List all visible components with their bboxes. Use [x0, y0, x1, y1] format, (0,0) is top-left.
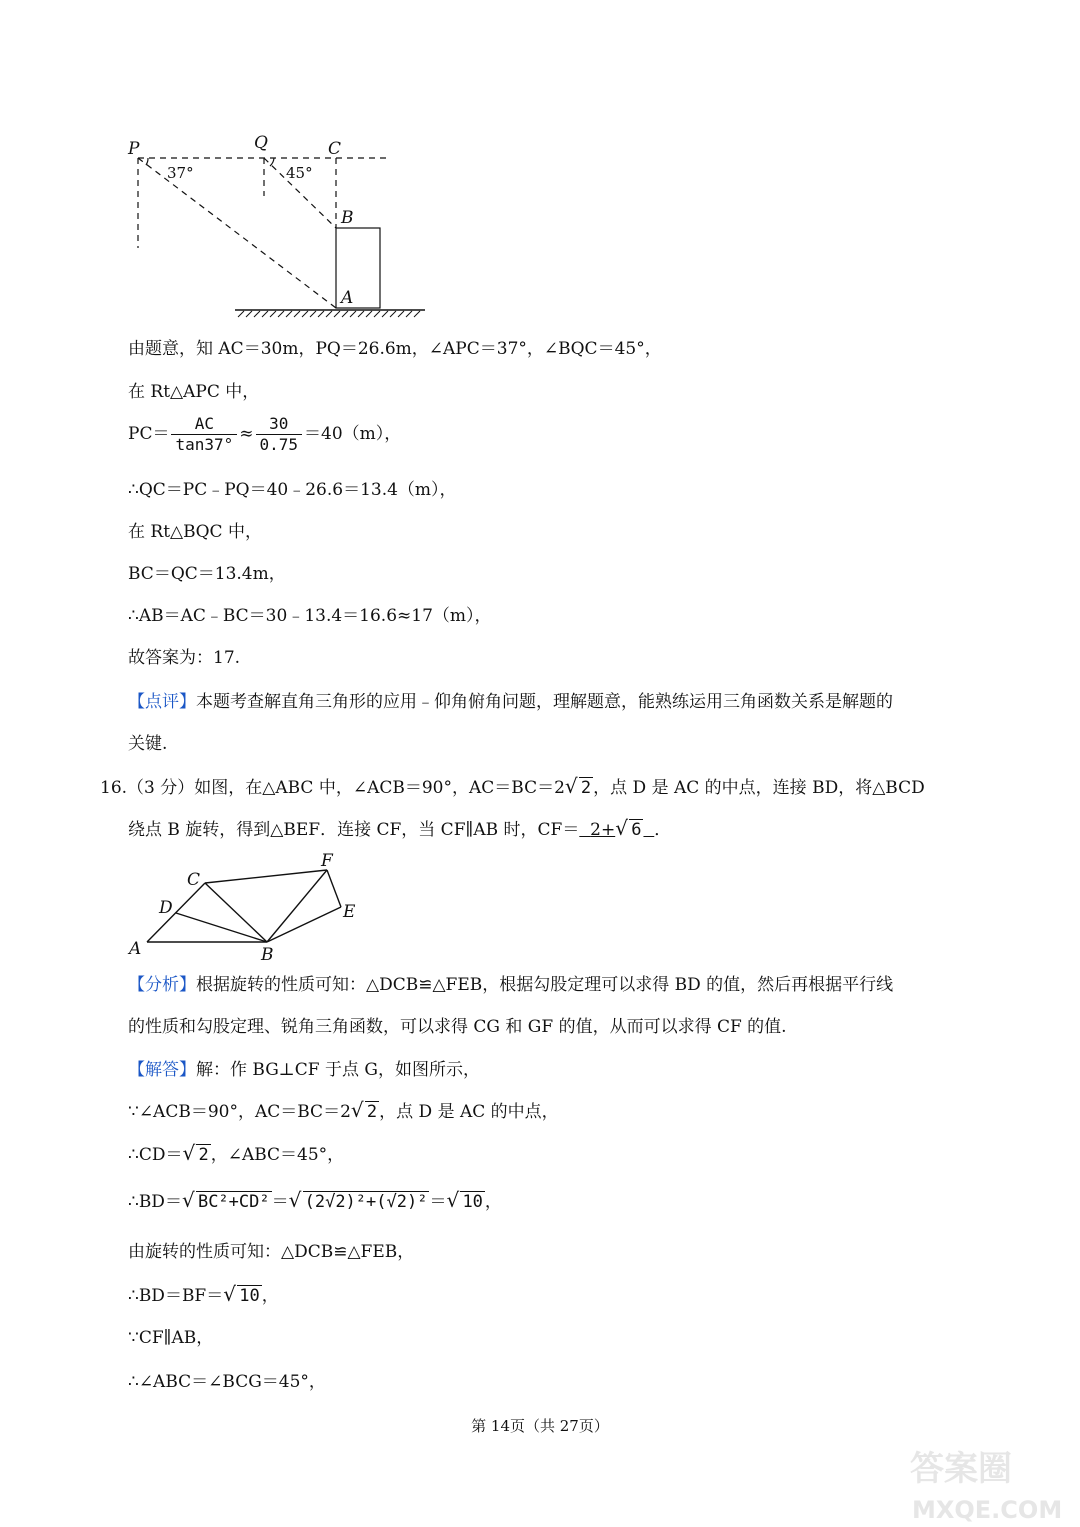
angle-37-label: 37° — [167, 164, 194, 182]
comment-text: 本题考查解直角三角形的应用﹣仰角俯角问题，理解题意，能熟练运用三角函数关系是解题的 — [196, 692, 893, 712]
page-footer: 第 14页（共 27页） — [471, 1417, 609, 1435]
text: ，点 D 是 AC 的中点， — [379, 1102, 559, 1122]
solution16-line5: 由旋转的性质可知：△DCB≌△FEB， — [128, 1242, 415, 1262]
figure-angle-of-depression — [120, 130, 430, 325]
label-d: D — [159, 898, 173, 918]
text: ，∠ABC＝45°， — [210, 1145, 345, 1165]
label-a: A — [341, 288, 354, 308]
text: ∵∠ACB＝90°，AC＝BC＝2 — [128, 1102, 351, 1122]
label-e: E — [343, 902, 356, 922]
label-a: A — [129, 939, 142, 959]
problem16-head: 16.（3 分）如图，在△ABC 中，∠ACB＝90°，AC＝BC＝2 — [100, 778, 565, 798]
sqrt-2 — [565, 776, 593, 800]
problem16-line2 — [128, 818, 671, 842]
pc-rhs: ＝40（m）， — [304, 424, 402, 444]
analysis-tag: 【分析】 — [128, 975, 196, 995]
sqrt-expanded — [289, 1190, 430, 1214]
problem16-line2-end: ． — [654, 820, 672, 840]
fraction-30-075 — [256, 414, 303, 455]
answer-blank — [579, 820, 654, 840]
label-b: B — [341, 208, 354, 228]
problem16-line1 — [100, 776, 925, 800]
fraction-num: AC — [171, 414, 237, 435]
analysis16-line2: 的性质和勾股定理、锐角三角函数，可以求得 CG 和 GF 的值，从而可以求得 CF 的值. — [128, 1017, 787, 1037]
solution15-line3 — [128, 414, 401, 455]
label-c: C — [187, 870, 201, 890]
label-f: F — [321, 851, 333, 871]
fraction-num: 30 — [256, 414, 303, 435]
solution16-line7: ∵CF∥AB， — [128, 1328, 214, 1348]
comment-line2: 关键. — [128, 734, 168, 754]
fraction-den: tan37° — [175, 435, 234, 454]
solution15-line6: BC＝QC＝13.4m， — [128, 564, 286, 584]
radicand: (2√2)²+(√2)² — [304, 1192, 428, 1212]
radicand: 2 — [366, 1102, 378, 1122]
figure-triangle-rotation — [125, 850, 365, 962]
fraction-den: 0.75 — [259, 435, 299, 454]
approx-sign: ≈ — [239, 424, 254, 444]
problem16-line2-text: 绕点 B 旋转，得到△BEF．连接 CF，当 CF∥AB 时，CF＝ — [128, 820, 580, 840]
solution-tag: 【解答】 — [128, 1060, 196, 1080]
angle-45-label: 45° — [286, 164, 313, 182]
label-c: C — [328, 139, 342, 159]
sqrt-2 — [351, 1100, 379, 1124]
text: ＝ — [271, 1192, 289, 1212]
watermark-url: MXQE.COM — [912, 1496, 1063, 1524]
radicand: 10 — [239, 1286, 260, 1306]
solution16-line2 — [128, 1100, 559, 1124]
fraction-ac-tan37 — [171, 414, 237, 455]
radicand: 2 — [580, 778, 592, 798]
text: ＝ — [429, 1192, 447, 1212]
text: ∴BD＝ — [128, 1192, 182, 1212]
radicand: 10 — [462, 1192, 483, 1212]
problem16-tail: ，点 D 是 AC 的中点，连接 BD，将△BCD — [593, 778, 925, 798]
text: ∴CD＝ — [128, 1145, 183, 1165]
solution15-line5: 在 Rt△BQC 中， — [128, 522, 262, 542]
label-q: Q — [254, 133, 268, 153]
solution15-line7: ∴AB＝AC﹣BC＝30﹣13.4＝16.6≈17（m）， — [128, 606, 492, 626]
radicand: 2 — [198, 1145, 209, 1165]
label-b: B — [261, 945, 274, 962]
analysis16-line1 — [128, 973, 893, 997]
solution-text: 解：作 BG⊥CF 于点 G，如图所示， — [196, 1060, 480, 1080]
solution15-line4: ∴QC＝PC﹣PQ＝40﹣26.6＝13.4（m）， — [128, 480, 457, 500]
comment-tag: 【点评】 — [128, 692, 196, 712]
pc-lhs: PC＝ — [128, 424, 170, 444]
answer-pre: 2+ — [590, 820, 616, 840]
radicand: BC²+CD² — [197, 1192, 270, 1212]
sqrt-10 — [446, 1190, 484, 1214]
solution16-line4 — [128, 1190, 502, 1214]
watermark-cn: 答案圈 — [910, 1449, 1012, 1489]
text: ∴BD＝BF＝ — [128, 1286, 224, 1306]
watermark-logo — [900, 1440, 1080, 1527]
solution15-line8: 故答案为：17. — [128, 648, 241, 668]
solution16-line6 — [128, 1284, 279, 1308]
label-p: P — [128, 139, 140, 159]
comment-line1 — [128, 690, 893, 714]
solution15-line2: 在 Rt△APC 中， — [128, 382, 260, 402]
solution16-line1 — [128, 1058, 480, 1082]
solution16-line8: ∴∠ABC＝∠BCG＝45°， — [128, 1372, 326, 1392]
radicand: 6 — [631, 820, 642, 840]
sqrt-bd — [182, 1190, 272, 1214]
sqrt-6 — [615, 818, 643, 842]
sqrt-2 — [182, 1143, 210, 1167]
text: ， — [261, 1286, 279, 1306]
sqrt-10 — [223, 1284, 261, 1308]
text: ， — [484, 1192, 502, 1212]
solution16-line3 — [128, 1143, 344, 1167]
solution15-line1: 由题意，知 AC＝30m，PQ＝26.6m，∠APC＝37°，∠BQC＝45°， — [128, 339, 662, 359]
analysis-text: 根据旋转的性质可知：△DCB≌△FEB，根据勾股定理可以求得 BD 的值，然后再根据平行线 — [196, 975, 894, 995]
